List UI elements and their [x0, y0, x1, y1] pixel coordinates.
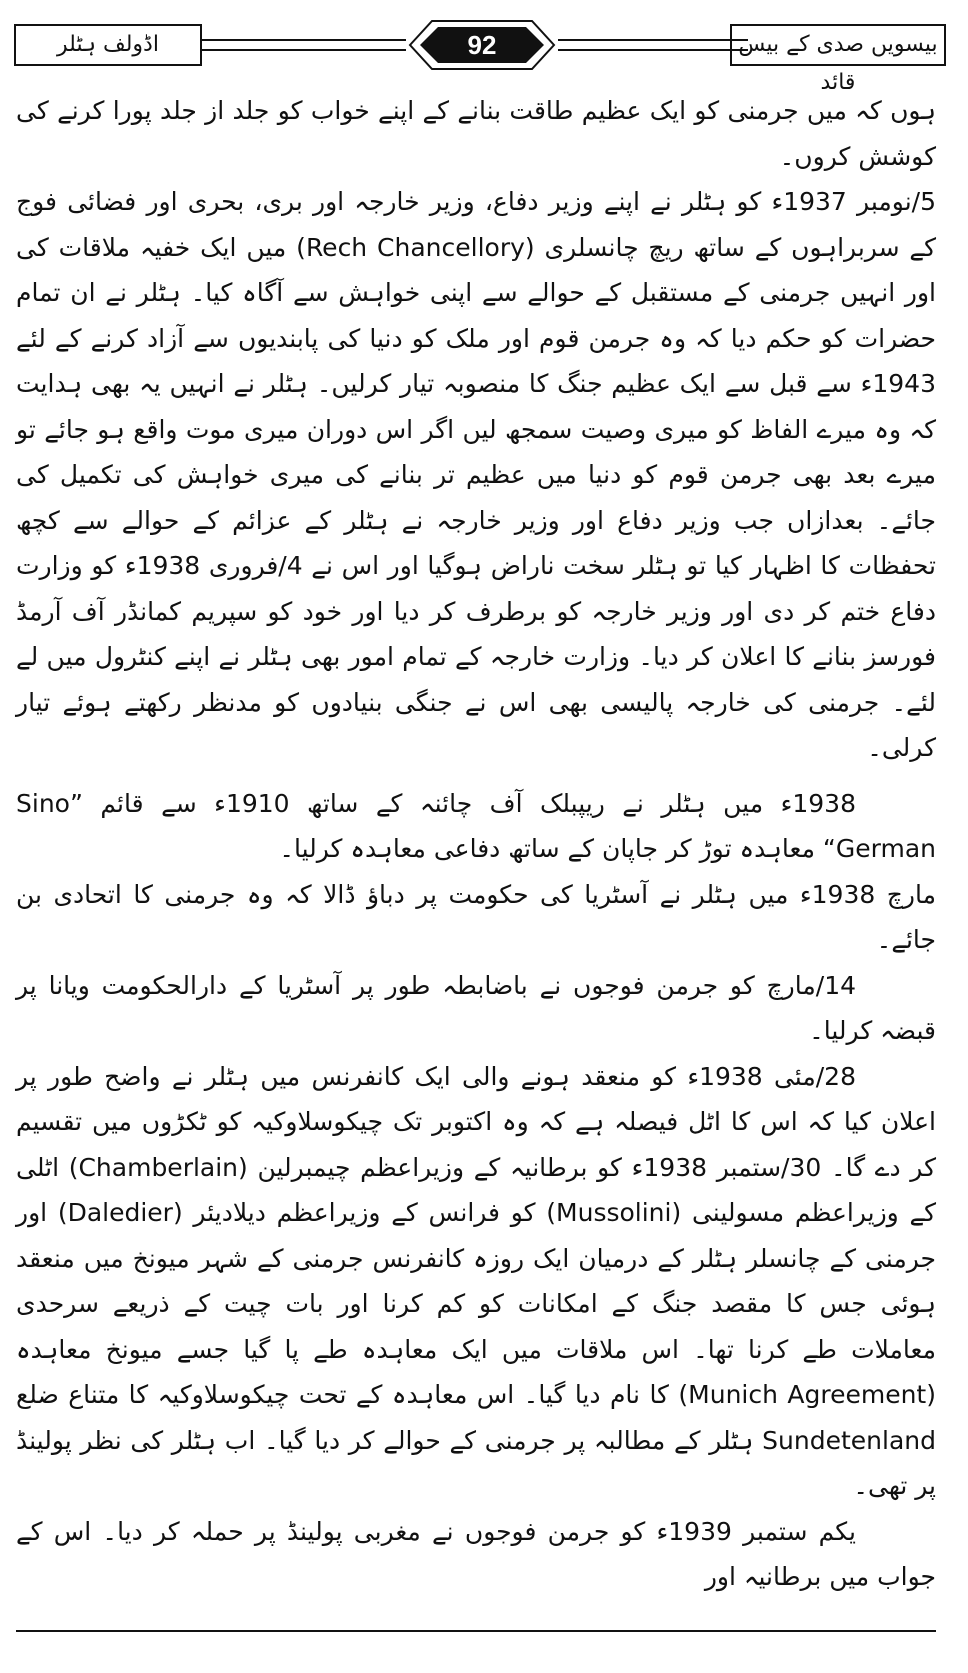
footer-rule — [16, 1630, 936, 1632]
book-title-box — [730, 24, 946, 95]
header-rule-right-top — [558, 39, 748, 41]
page-number: 92 — [467, 30, 497, 60]
page-number-badge — [406, 18, 558, 72]
paragraph-3: 1938ء میں ہٹلر نے ریپبلک آف چائنہ کے ساتھ 1910ء سے قائم ”Sino German“ معاہدہ توڑ کر جاپان کے ساتھ دفاعی معاہدہ کرلیا۔ — [16, 788, 936, 863]
chapter-title: اڈولف ہٹلر — [57, 32, 159, 57]
paragraph-6: 28/مئی 1938ء کو منعقد ہونے والی ایک کانفرنس میں ہٹلر نے واضح طور پر اعلان کیا کہ اس کا اٹل فیصلہ ہے کہ وہ اکتوبر تک چیکوسلاوکیہ کو ٹکڑوں میں تقسیم کر دے گا۔ 30/ستمبر 1938ء کو برطانیہ کے وزیراعظم چیمبرلین (Chamberlain) اٹلی کے وزیراعظم مسولینی (Mussolini) کو فرانس کے وزیراعظم دیلادیئر (Daledier) اور جرمنی کے چانسلر ہٹلر کے درمیان ایک روزہ کانفرنس جرمنی کے شہر میونخ میں منعقد ہوئی جس کا مقصد جنگ کے امکانات کو کم کرنا اور بات چیت کے ذریعے سرحدی معاملات طے کرنا تھا۔ اس ملاقات میں ایک معاہدہ طے پا گیا جسے میونخ معاہدہ (Munich Agreement) کا نام دیا گیا۔ اس معاہدہ کے تحت چیکوسلاوکیہ کا متناع ضلع Sundetenland ہٹلر کے مطالبہ پر جرمنی کے حوالے کر دیا گیا۔ اب ہٹلر کی نظر پولینڈ پر تھی۔ — [16, 1061, 937, 1500]
header-rule-left-top — [202, 39, 406, 41]
header-rule-right-bottom — [558, 49, 748, 51]
header-rule-left-bottom — [202, 49, 406, 51]
book-title: بیسویں صدی کے بیس قائد — [738, 32, 938, 95]
body-text — [16, 88, 936, 1600]
paragraph-2: 5/نومبر 1937ء کو ہٹلر نے اپنے وزیر دفاع، وزیر خارجہ اور بری، بحری اور فضائی فوج کے سربراہوں کے ساتھ ریچ چانسلری (Rech Chancellory) میں ایک خفیہ ملاقات کی اور انہیں جرمنی کے مستقبل کے حوالے سے اپنی خواہش سے آگاہ کیا۔ ہٹلر نے ان تمام حضرات کو حکم دیا کہ وہ جرمن قوم اور ملک کو دنیا کی پابندیوں سے آزاد کرنے کے لئے 1943ء سے قبل سے ایک عظیم جنگ کا منصوبہ تیار کرلیں۔ ہٹلر نے انہیں یہ بھی ہدایت کہ وہ میرے الفاظ کو میری وصیت سمجھ لیں اگر اس دوران میری موت واقع ہو جائے تو میرے بعد بھی جرمن قوم کو دنیا میں عظیم تر بنانے کی میری خواہش کی تکمیل کی جائے۔ بعدازاں جب وزیر دفاع اور وزیر خارجہ نے ہٹلر کے عزائم کے حوالے سے کچھ تحفظات کا اظہار کیا تو ہٹلر سخت ناراض ہوگیا اور اس نے 4/فروری 1938ء کو وزارت دفاع ختم کر دی اور وزیر خارجہ کو برطرف کر دیا اور خود کو سپریم کمانڈر آف آرمڈ فورسز بنانے کا اعلان کر دیا۔ وزارت خارجہ کے تمام امور بھی ہٹلر نے اپنے کنٹرول میں لے لئے۔ جرمنی کی خارجہ پالیسی بھی اس نے جنگی بنیادوں کو مدنظر رکھتے ہوئے تیار کرلی۔ — [16, 187, 937, 762]
paragraph-1: ہوں کہ میں جرمنی کو ایک عظیم طاقت بنانے کے اپنے خواب کو جلد از جلد پورا کرنے کی کوشش کروں۔ — [16, 96, 936, 171]
paragraph-7: یکم ستمبر 1939ء کو جرمن فوجوں نے مغربی پولینڈ پر حملہ کر دیا۔ اس کے جواب میں برطانیہ اور — [16, 1516, 936, 1591]
paragraph-4: مارچ 1938ء میں ہٹلر نے آسٹریا کی حکومت پر دباؤ ڈالا کہ وہ جرمنی کا اتحادی بن جائے۔ — [16, 879, 936, 954]
paragraph-5: 14/مارچ کو جرمن فوجوں نے باضابطہ طور پر آسٹریا کے دارالحکومت ویانا پر قبضہ کرلیا۔ — [16, 970, 936, 1045]
chapter-title-box — [14, 24, 202, 66]
